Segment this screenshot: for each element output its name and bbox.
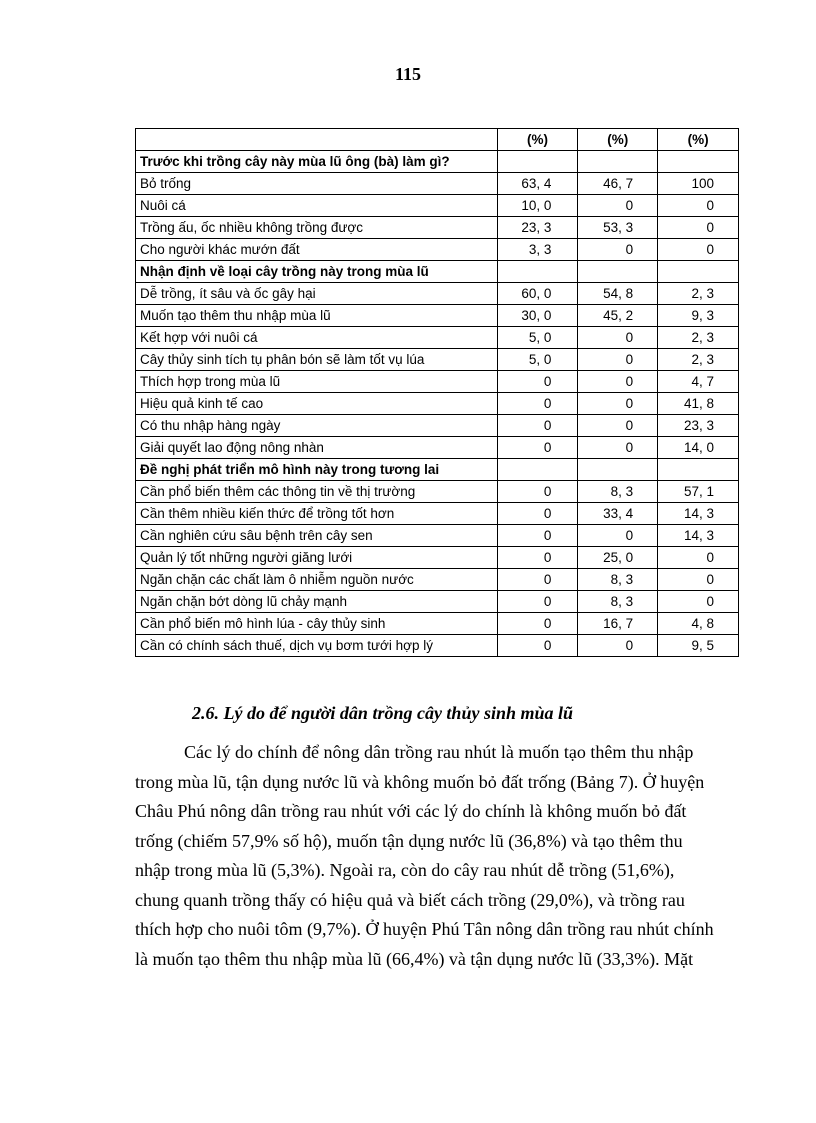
table-row bbox=[136, 613, 739, 635]
value-cell: 14, 3 bbox=[658, 503, 739, 525]
table-row bbox=[136, 217, 739, 239]
value-cell: 2, 3 bbox=[658, 349, 739, 371]
table-header-row bbox=[136, 129, 739, 151]
row-label: Đề nghị phát triển mô hình này trong tương lai bbox=[136, 459, 498, 481]
row-label: Bỏ trống bbox=[136, 173, 498, 195]
section-row bbox=[136, 151, 739, 173]
value-cell: 0 bbox=[578, 525, 658, 547]
value-cell: 5, 0 bbox=[497, 327, 578, 349]
value-cell: 0 bbox=[658, 195, 739, 217]
row-label: Cần phổ biến thêm các thông tin về thị trường bbox=[136, 481, 498, 503]
row-label: Cần nghiên cứu sâu bệnh trên cây sen bbox=[136, 525, 498, 547]
row-label: Nhận định về loại cây trồng này trong mùa lũ bbox=[136, 261, 498, 283]
value-cell bbox=[497, 151, 578, 173]
section-heading: 2.6. Lý do để người dân trồng cây thủy sinh mùa lũ bbox=[192, 703, 573, 723]
value-cell bbox=[578, 261, 658, 283]
value-cell: 23, 3 bbox=[658, 415, 739, 437]
value-cell: 0 bbox=[658, 569, 739, 591]
value-cell: 2, 3 bbox=[658, 283, 739, 305]
survey-table bbox=[135, 128, 739, 657]
row-label: Hiệu quả kinh tế cao bbox=[136, 393, 498, 415]
table-row bbox=[136, 437, 739, 459]
table-row bbox=[136, 173, 739, 195]
value-cell: 0 bbox=[497, 635, 578, 657]
table-row bbox=[136, 393, 739, 415]
row-label: Trước khi trồng cây này mùa lũ ông (bà) làm gì? bbox=[136, 151, 498, 173]
value-cell: 9, 3 bbox=[658, 305, 739, 327]
value-cell: 57, 1 bbox=[658, 481, 739, 503]
value-cell: 9, 5 bbox=[658, 635, 739, 657]
header-percent-cell: (%) bbox=[497, 129, 578, 151]
value-cell: 5, 0 bbox=[497, 349, 578, 371]
paragraph-line: thích hợp cho nuôi tôm (9,7%). Ở huyện Phú Tân nông dân trồng rau nhút chính bbox=[135, 919, 714, 939]
header-percent-cell: (%) bbox=[658, 129, 739, 151]
value-cell: 8, 3 bbox=[578, 569, 658, 591]
value-cell: 8, 3 bbox=[578, 481, 658, 503]
value-cell bbox=[578, 151, 658, 173]
paragraph-line: nhập trong mùa lũ (5,3%). Ngoài ra, còn do cây rau nhút dễ trồng (51,6%), bbox=[135, 860, 675, 880]
table-row bbox=[136, 371, 739, 393]
row-label: Ngăn chặn bớt dòng lũ chảy mạnh bbox=[136, 591, 498, 613]
value-cell: 0 bbox=[497, 481, 578, 503]
table-row bbox=[136, 239, 739, 261]
value-cell: 0 bbox=[497, 591, 578, 613]
table-row bbox=[136, 349, 739, 371]
value-cell: 0 bbox=[578, 635, 658, 657]
value-cell: 0 bbox=[497, 415, 578, 437]
paragraph-line: trống (chiếm 57,9% số hộ), muốn tận dụng nước lũ (36,8%) và tạo thêm thu bbox=[135, 830, 683, 851]
paragraph-line: Các lý do chính để nông dân trồng rau nhút là muốn tạo thêm thu nhập bbox=[184, 742, 694, 762]
value-cell: 0 bbox=[578, 371, 658, 393]
value-cell: 4, 8 bbox=[658, 613, 739, 635]
page-number: 115 bbox=[394, 64, 421, 84]
value-cell: 0 bbox=[578, 239, 658, 261]
value-cell: 0 bbox=[578, 327, 658, 349]
value-cell: 0 bbox=[578, 195, 658, 217]
value-cell: 0 bbox=[497, 393, 578, 415]
value-cell: 25, 0 bbox=[578, 547, 658, 569]
value-cell bbox=[658, 459, 739, 481]
body-paragraph bbox=[135, 738, 740, 974]
section-row bbox=[136, 261, 739, 283]
value-cell: 33, 4 bbox=[578, 503, 658, 525]
table-row bbox=[136, 305, 739, 327]
row-label: Kết hợp với nuôi cá bbox=[136, 327, 498, 349]
table-row bbox=[136, 327, 739, 349]
value-cell: 0 bbox=[658, 239, 739, 261]
row-label: Trồng ấu, ốc nhiều không trồng được bbox=[136, 217, 498, 239]
value-cell: 0 bbox=[497, 547, 578, 569]
value-cell: 14, 3 bbox=[658, 525, 739, 547]
value-cell: 100 bbox=[658, 173, 739, 195]
value-cell: 3, 3 bbox=[497, 239, 578, 261]
value-cell bbox=[658, 261, 739, 283]
table-row bbox=[136, 635, 739, 657]
table-row bbox=[136, 591, 739, 613]
value-cell: 60, 0 bbox=[497, 283, 578, 305]
table-row bbox=[136, 503, 739, 525]
value-cell: 0 bbox=[658, 217, 739, 239]
row-label: Cây thủy sinh tích tụ phân bón sẽ làm tốt vụ lúa bbox=[136, 349, 498, 371]
value-cell: 41, 8 bbox=[658, 393, 739, 415]
value-cell: 30, 0 bbox=[497, 305, 578, 327]
section-row bbox=[136, 459, 739, 481]
paragraph-line: Châu Phú nông dân trồng rau nhút với các lý do chính là không muốn bỏ đất bbox=[135, 801, 687, 821]
value-cell bbox=[497, 261, 578, 283]
row-label: Cần thêm nhiều kiến thức để trồng tốt hơn bbox=[136, 503, 498, 525]
paragraph-line: là muốn tạo thêm thu nhập mùa lũ (66,4%) và tận dụng nước lũ (33,3%). Mặt bbox=[135, 948, 694, 969]
value-cell: 0 bbox=[658, 547, 739, 569]
table-row bbox=[136, 195, 739, 217]
value-cell: 10, 0 bbox=[497, 195, 578, 217]
value-cell: 0 bbox=[497, 437, 578, 459]
table-row bbox=[136, 547, 739, 569]
table-body bbox=[136, 129, 739, 657]
row-label: Có thu nhập hàng ngày bbox=[136, 415, 498, 437]
value-cell: 46, 7 bbox=[578, 173, 658, 195]
table-row bbox=[136, 481, 739, 503]
value-cell: 63, 4 bbox=[497, 173, 578, 195]
value-cell: 54, 8 bbox=[578, 283, 658, 305]
row-label: Nuôi cá bbox=[136, 195, 498, 217]
value-cell: 16, 7 bbox=[578, 613, 658, 635]
value-cell: 0 bbox=[578, 393, 658, 415]
value-cell bbox=[658, 151, 739, 173]
value-cell: 45, 2 bbox=[578, 305, 658, 327]
value-cell: 0 bbox=[578, 415, 658, 437]
row-label: Cho người khác mướn đất bbox=[136, 239, 498, 261]
value-cell: 0 bbox=[497, 525, 578, 547]
row-label: Dễ trồng, ít sâu và ốc gây hại bbox=[136, 283, 498, 305]
table-row bbox=[136, 569, 739, 591]
value-cell: 23, 3 bbox=[497, 217, 578, 239]
value-cell bbox=[497, 459, 578, 481]
paragraph-line: chung quanh trồng thấy có hiệu quả và biết cách trồng (29,0%), và trồng rau bbox=[135, 889, 685, 910]
value-cell: 8, 3 bbox=[578, 591, 658, 613]
row-label: Cần phổ biến mô hình lúa - cây thủy sinh bbox=[136, 613, 498, 635]
value-cell: 14, 0 bbox=[658, 437, 739, 459]
value-cell: 53, 3 bbox=[578, 217, 658, 239]
header-label-cell bbox=[136, 129, 498, 151]
value-cell: 0 bbox=[497, 371, 578, 393]
value-cell: 0 bbox=[497, 613, 578, 635]
value-cell: 0 bbox=[658, 591, 739, 613]
table-row bbox=[136, 283, 739, 305]
value-cell: 0 bbox=[578, 437, 658, 459]
value-cell: 4, 7 bbox=[658, 371, 739, 393]
row-label: Cần có chính sách thuế, dịch vụ bơm tưới hợp lý bbox=[136, 635, 498, 657]
table-row bbox=[136, 525, 739, 547]
value-cell bbox=[578, 459, 658, 481]
row-label: Giải quyết lao động nông nhàn bbox=[136, 437, 498, 459]
row-label: Quản lý tốt những người giăng lưới bbox=[136, 547, 498, 569]
row-label: Thích hợp trong mùa lũ bbox=[136, 371, 498, 393]
value-cell: 0 bbox=[578, 349, 658, 371]
paragraph-line: trong mùa lũ, tận dụng nước lũ và không muốn bỏ đất trống (Bảng 7). Ở huyện bbox=[135, 771, 705, 792]
value-cell: 0 bbox=[497, 503, 578, 525]
table-row bbox=[136, 415, 739, 437]
value-cell: 0 bbox=[497, 569, 578, 591]
value-cell: 2, 3 bbox=[658, 327, 739, 349]
row-label: Ngăn chặn các chất làm ô nhiễm nguồn nước bbox=[136, 569, 498, 591]
row-label: Muốn tạo thêm thu nhập mùa lũ bbox=[136, 305, 498, 327]
header-percent-cell: (%) bbox=[578, 129, 658, 151]
